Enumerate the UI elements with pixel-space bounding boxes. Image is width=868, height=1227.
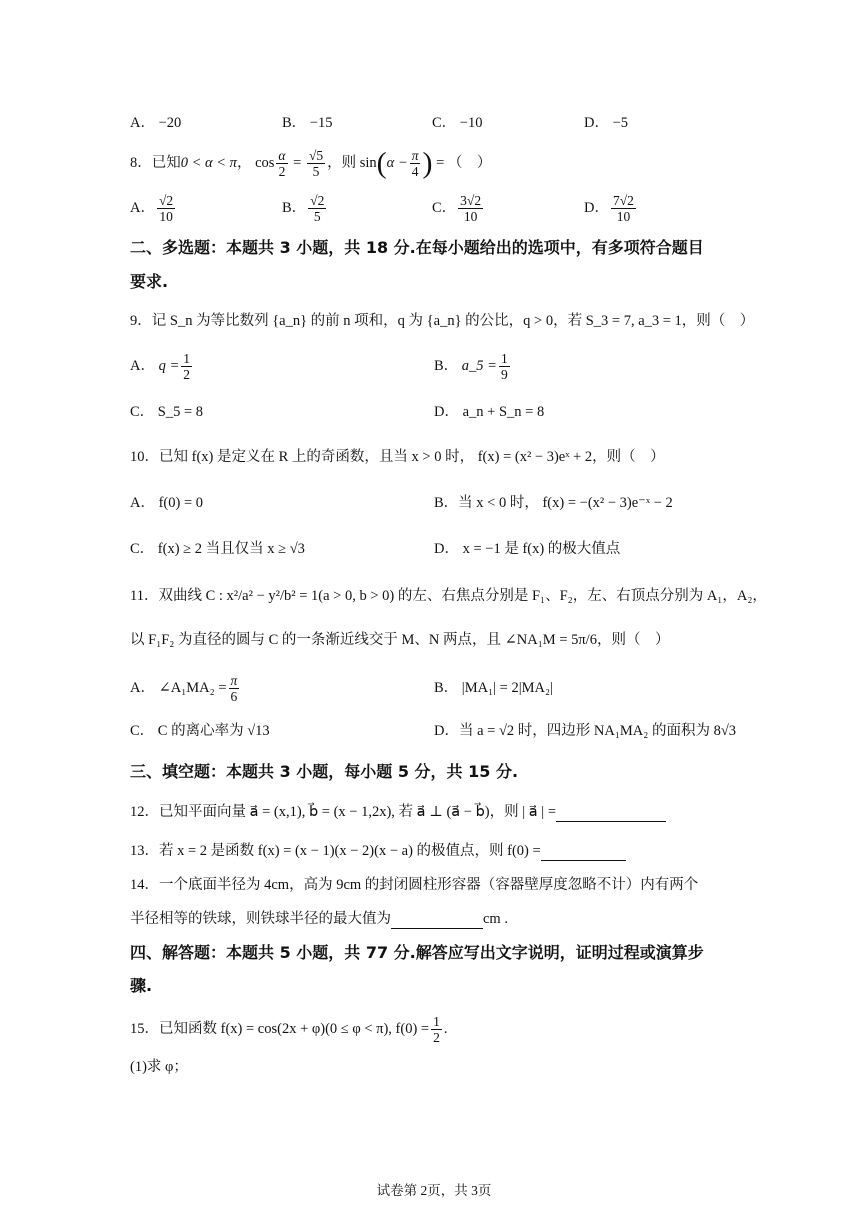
q14-stem-line-1: 14．一个底面半径为 4cm，高为 9cm 的封闭圆柱形容器（容器壁厚度忽略不计）内有两个 [130,877,699,893]
frac-den: 10 [616,209,631,225]
q8-option-d [584,190,638,226]
frac-den: 6 [230,689,238,705]
frac-num: √2 [158,193,174,209]
q9-option-d: D． a_n + S_n = 8 [434,404,545,420]
equals: = [289,155,305,171]
q9-option-c: C． S_5 = 8 [130,404,204,420]
q7-option-a [130,113,181,133]
frac-num: 1 [183,351,191,367]
option-label: C． [432,115,457,131]
q13-text: 13．若 x = 2 是函数 f(x) = (x − 1)(x − 2)(x − a) 的极值点，则 f(0) = [130,843,541,859]
frac-num: 7√2 [612,193,634,209]
q11-option-b: B． |MA₁| = 2|MA₂| [434,680,553,696]
frac-num: 1 [433,1014,440,1030]
option-label: C． [432,200,457,216]
q8-cos: cos [255,155,275,171]
answer-blank[interactable] [541,844,626,861]
q14-text: 半径相等的铁球，则铁球半径的最大值为 [130,911,391,927]
option-label: A． [130,680,155,696]
frac-den: 5 [312,164,320,180]
q14-stem-line-2 [130,909,508,929]
q10-option-d: D． x = −1 是 f(x) 的极大值点 [434,541,621,557]
q11-stem-line-1: 11．双曲线 C : x²/a² − y²/b² = 1(a > 0, b > 0) 的左、右焦点分别是 F₁、F₂，左、右顶点分别为 A₁，A₂， [130,588,767,604]
answer-blank[interactable] [556,805,666,822]
option-label: B． [282,115,307,131]
frac-num: 3√2 [460,193,482,209]
q7-option-d [584,113,628,133]
frac-den: 9 [500,367,508,383]
frac-num: π [230,673,238,689]
option-label: D． [584,200,609,216]
option-label: B． [282,200,307,216]
option-lhs: ∠A₁MA₂ = [158,680,227,696]
q15-period: . [443,1021,448,1037]
frac-num: 1 [500,351,508,367]
q8-answer-bracket: = （ ） [432,155,492,171]
frac-den: 10 [159,209,173,225]
q15-text: 15．已知函数 f(x) = cos(2x + φ)(0 ≤ φ < π), f(0) = [130,1021,430,1037]
option-lhs: a_5 = [461,358,497,374]
q8-sin: sin [359,155,377,171]
section-2-heading: 二、多选题：本题共 3 小题，共 18 分.在每小题给出的选项中，有多项符合题目 [130,238,704,257]
frac-num: √2 [310,193,325,209]
q7-option-b [282,113,332,133]
frac-den: 2 [183,367,191,383]
q8-option-a [130,190,177,226]
option-value: −5 [612,115,629,131]
frac-num: π [411,148,419,164]
q12-stem [130,802,666,822]
option-label: A． [130,358,155,374]
q14-unit: cm . [483,911,508,927]
q8-frac-alpha [276,148,287,179]
q11-option-c: C． C 的离心率为 √13 [130,723,270,739]
q10-option-b: B．当 x < 0 时， f(x) = −(x² − 3)e⁻ˣ − 2 [434,495,673,511]
q9-stem: 9．记 S_n 为等比数列 {a_n} 的前 n 项和，q 为 {a_n} 的公比，q > 0，若 S_3 = 7, a_3 = 1，则（ ） [130,313,755,329]
option-label: A． [130,200,155,216]
frac-den: 2 [278,164,286,180]
q11-stem-line-2: 以 F₁F₂ 为直径的圆与 C 的一条渐近线交于 M、N 两点，且 ∠NA₁M = 5π/6，则（ ） [130,632,670,648]
q15-part-1: (1)求 φ； [130,1059,188,1075]
section-4-heading: 四、解答题：本题共 5 小题，共 77 分.解答应写出文字说明，证明过程或演算步 [130,943,704,962]
option-label: B． [434,358,459,374]
section-3-heading: 三、填空题：本题共 3 小题，每小题 5 分，共 15 分. [130,762,519,781]
section-2-heading-cont: 要求. [130,272,169,291]
q8-frac-sqrt5 [307,148,325,179]
option-value: −15 [309,115,333,131]
q8-alpha-minus: α − [386,155,408,171]
q10-option-c: C． f(x) ≥ 2 当且仅当 x ≥ √3 [130,541,305,557]
q8-option-b [282,190,328,226]
q9-option-a [130,348,194,384]
q15-stem [130,1012,447,1046]
q10-option-a: A． f(0) = 0 [130,495,204,511]
q8-frac-pi4 [410,148,421,179]
q8-stem: 8．已知0 < α < π， cos $\frac{\alpha}{2}$ = $\frac{√5}{5}$ ，则 sin(α − $\frac{\pi}{4}$ ) = （ ） [130,146,492,180]
frac-den: 2 [433,1030,440,1046]
q7-option-c [432,113,482,133]
answer-blank[interactable] [391,912,483,929]
option-value: −20 [158,115,182,131]
frac-den: 4 [411,164,419,180]
q8-prefix: 8．已知 [130,155,181,171]
q13-stem [130,841,626,861]
section-4-heading-cont: 骤. [130,976,153,995]
q8-option-c [432,190,485,226]
frac-den: 5 [313,209,321,225]
q8-condition: 0 < α < π [180,155,237,171]
page-footer: 试卷第 2页，共 3页 [376,1183,492,1198]
option-label: A． [130,115,155,131]
option-value: −10 [459,115,483,131]
q12-text: 12．已知平面向量 a⃗ = (x,1), b⃗ = (x − 1,2x), 若 a⃗ ⊥ (a⃗ − b⃗)，则 | a⃗ | = [130,804,557,820]
q11-option-a [130,670,241,706]
q8-then: ，则 [327,155,357,171]
option-label: D． [584,115,609,131]
frac-num: α [278,148,286,164]
q11-option-d: D．当 a = √2 时，四边形 NA₁MA₂ 的面积为 8√3 [434,723,737,739]
frac-den: 10 [463,209,478,225]
q10-stem: 10．已知 f(x) 是定义在 R 上的奇函数，且当 x > 0 时， f(x) = (x² − 3)eˣ + 2，则（ ） [130,449,665,465]
q9-option-b [434,348,512,384]
frac-num: √5 [308,148,324,164]
option-lhs: q = [158,358,180,374]
